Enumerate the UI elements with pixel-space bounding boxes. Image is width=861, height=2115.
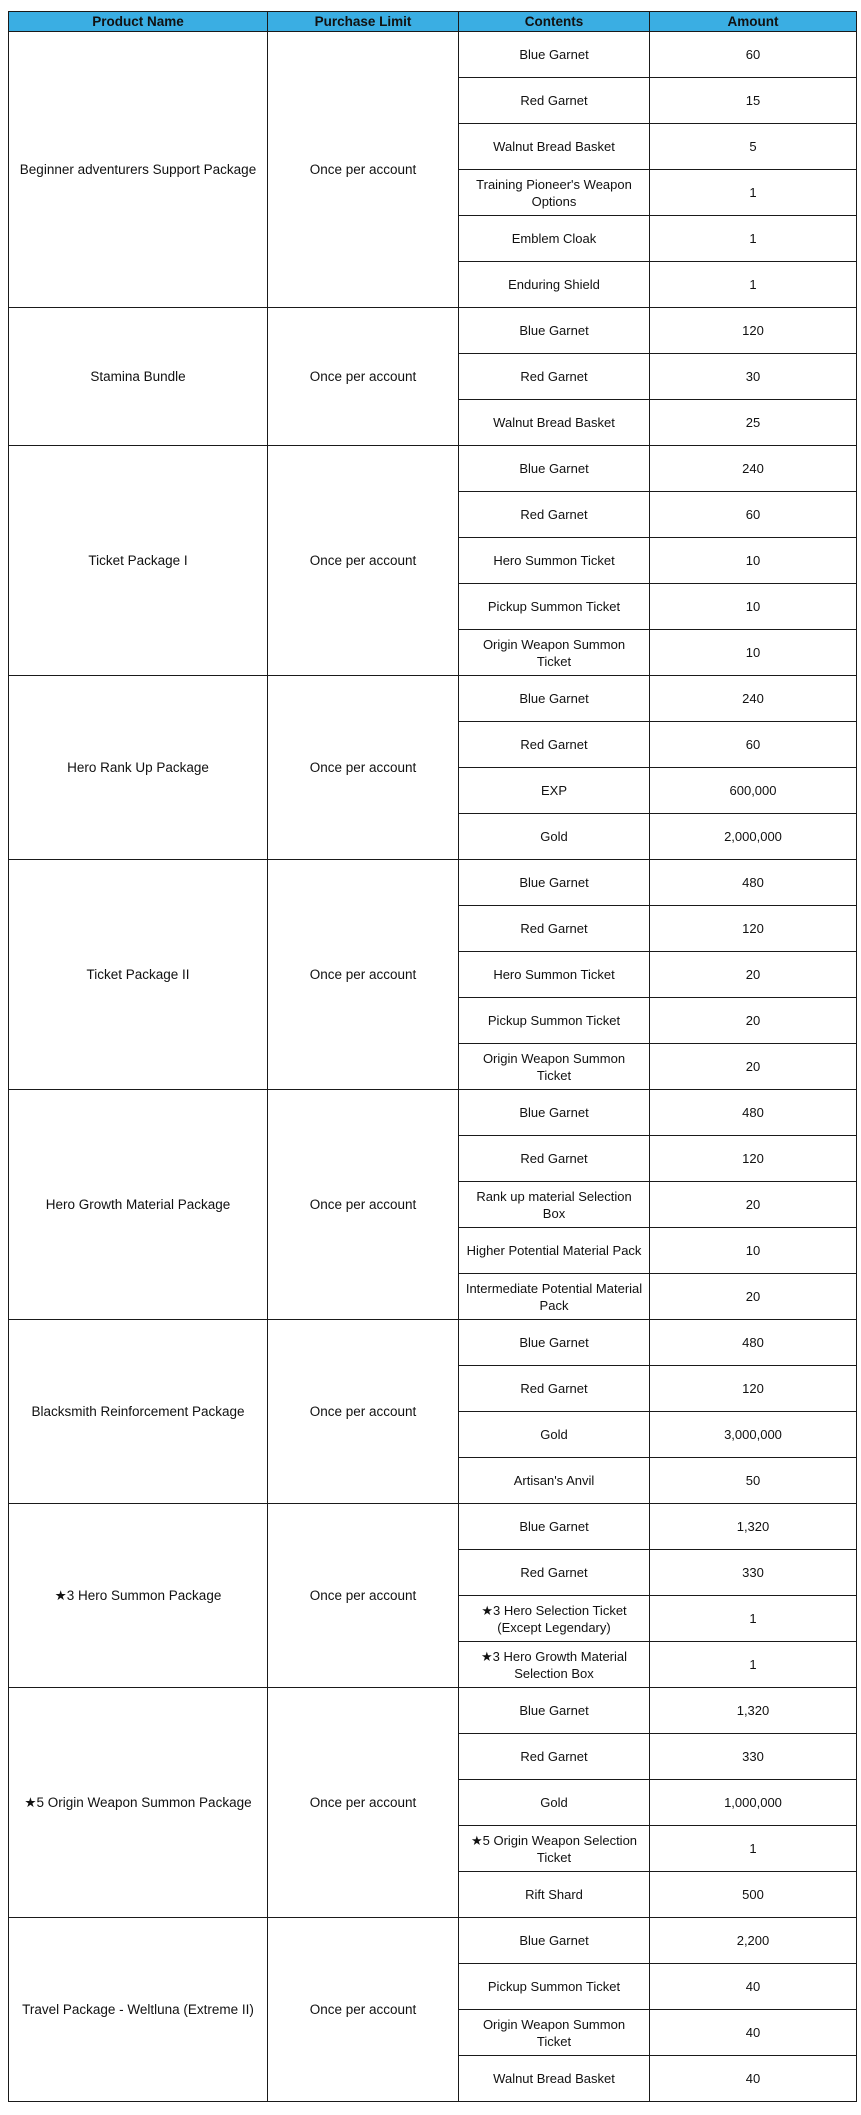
contents-cell: ★3 Hero Selection Ticket (Except Legendary) xyxy=(459,1596,650,1642)
contents-cell: Blue Garnet xyxy=(459,1090,650,1136)
product-name-cell: Hero Rank Up Package xyxy=(9,676,268,860)
amount-cell: 240 xyxy=(650,446,857,492)
contents-cell: ★3 Hero Growth Material Selection Box xyxy=(459,1642,650,1688)
product-name-cell: Blacksmith Reinforcement Package xyxy=(9,1320,268,1504)
table-row xyxy=(9,1504,857,1550)
amount-cell: 1 xyxy=(650,1826,857,1872)
table-body xyxy=(9,32,857,2102)
contents-cell: Gold xyxy=(459,1780,650,1826)
contents-cell: Gold xyxy=(459,814,650,860)
header-amount: Amount xyxy=(650,12,857,32)
amount-cell: 330 xyxy=(650,1734,857,1780)
purchase-limit-cell: Once per account xyxy=(268,308,459,446)
amount-cell: 240 xyxy=(650,676,857,722)
contents-cell: Red Garnet xyxy=(459,354,650,400)
amount-cell: 1 xyxy=(650,1642,857,1688)
table-row xyxy=(9,32,857,78)
table-row xyxy=(9,1688,857,1734)
product-name-cell: Hero Growth Material Package xyxy=(9,1090,268,1320)
product-name-cell: Beginner adventurers Support Package xyxy=(9,32,268,308)
amount-cell: 1,320 xyxy=(650,1504,857,1550)
product-name-cell: Ticket Package II xyxy=(9,860,268,1090)
amount-cell: 1,000,000 xyxy=(650,1780,857,1826)
contents-cell: Training Pioneer's Weapon Options xyxy=(459,170,650,216)
contents-cell: Red Garnet xyxy=(459,722,650,768)
contents-cell: ★5 Origin Weapon Selection Ticket xyxy=(459,1826,650,1872)
amount-cell: 120 xyxy=(650,906,857,952)
purchase-limit-cell: Once per account xyxy=(268,676,459,860)
contents-cell: Blue Garnet xyxy=(459,860,650,906)
contents-cell: Red Garnet xyxy=(459,1550,650,1596)
contents-cell: Red Garnet xyxy=(459,1136,650,1182)
amount-cell: 30 xyxy=(650,354,857,400)
contents-cell: Blue Garnet xyxy=(459,1320,650,1366)
amount-cell: 40 xyxy=(650,1964,857,2010)
amount-cell: 40 xyxy=(650,2056,857,2102)
contents-cell: Red Garnet xyxy=(459,1366,650,1412)
contents-cell: Blue Garnet xyxy=(459,308,650,354)
contents-cell: Origin Weapon Summon Ticket xyxy=(459,630,650,676)
contents-cell: Higher Potential Material Pack xyxy=(459,1228,650,1274)
contents-cell: Blue Garnet xyxy=(459,1918,650,1964)
contents-cell: Blue Garnet xyxy=(459,1688,650,1734)
amount-cell: 1 xyxy=(650,216,857,262)
header-row xyxy=(9,12,857,32)
contents-cell: Emblem Cloak xyxy=(459,216,650,262)
table-row xyxy=(9,676,857,722)
amount-cell: 20 xyxy=(650,998,857,1044)
amount-cell: 60 xyxy=(650,492,857,538)
purchase-limit-cell: Once per account xyxy=(268,860,459,1090)
amount-cell: 25 xyxy=(650,400,857,446)
contents-cell: Blue Garnet xyxy=(459,446,650,492)
amount-cell: 10 xyxy=(650,584,857,630)
product-name-cell: ★5 Origin Weapon Summon Package xyxy=(9,1688,268,1918)
package-table xyxy=(8,11,857,2102)
table-row xyxy=(9,446,857,492)
purchase-limit-cell: Once per account xyxy=(268,1688,459,1918)
table-row xyxy=(9,1918,857,1964)
contents-cell: Walnut Bread Basket xyxy=(459,2056,650,2102)
amount-cell: 20 xyxy=(650,1182,857,1228)
contents-cell: Rift Shard xyxy=(459,1872,650,1918)
contents-cell: Pickup Summon Ticket xyxy=(459,998,650,1044)
product-name-cell: ★3 Hero Summon Package xyxy=(9,1504,268,1688)
contents-cell: Walnut Bread Basket xyxy=(459,124,650,170)
amount-cell: 2,200 xyxy=(650,1918,857,1964)
contents-cell: Hero Summon Ticket xyxy=(459,538,650,584)
contents-cell: Artisan's Anvil xyxy=(459,1458,650,1504)
amount-cell: 500 xyxy=(650,1872,857,1918)
table-row xyxy=(9,860,857,906)
amount-cell: 330 xyxy=(650,1550,857,1596)
amount-cell: 60 xyxy=(650,32,857,78)
amount-cell: 1 xyxy=(650,262,857,308)
purchase-limit-cell: Once per account xyxy=(268,446,459,676)
contents-cell: Origin Weapon Summon Ticket xyxy=(459,2010,650,2056)
amount-cell: 120 xyxy=(650,1366,857,1412)
amount-cell: 3,000,000 xyxy=(650,1412,857,1458)
amount-cell: 480 xyxy=(650,860,857,906)
contents-cell: Pickup Summon Ticket xyxy=(459,584,650,630)
contents-cell: Rank up material Selection Box xyxy=(459,1182,650,1228)
purchase-limit-cell: Once per account xyxy=(268,1090,459,1320)
header-purchase-limit: Purchase Limit xyxy=(268,12,459,32)
amount-cell: 20 xyxy=(650,1274,857,1320)
product-name-cell: Stamina Bundle xyxy=(9,308,268,446)
amount-cell: 1,320 xyxy=(650,1688,857,1734)
contents-cell: Enduring Shield xyxy=(459,262,650,308)
contents-cell: Blue Garnet xyxy=(459,1504,650,1550)
table-row xyxy=(9,1090,857,1136)
header-product-name: Product Name xyxy=(9,12,268,32)
amount-cell: 120 xyxy=(650,308,857,354)
amount-cell: 1 xyxy=(650,1596,857,1642)
amount-cell: 20 xyxy=(650,1044,857,1090)
contents-cell: Red Garnet xyxy=(459,78,650,124)
contents-cell: Red Garnet xyxy=(459,1734,650,1780)
table-row xyxy=(9,1320,857,1366)
contents-cell: Red Garnet xyxy=(459,492,650,538)
amount-cell: 40 xyxy=(650,2010,857,2056)
product-name-cell: Ticket Package I xyxy=(9,446,268,676)
contents-cell: Intermediate Potential Material Pack xyxy=(459,1274,650,1320)
amount-cell: 480 xyxy=(650,1090,857,1136)
amount-cell: 1 xyxy=(650,170,857,216)
amount-cell: 5 xyxy=(650,124,857,170)
table-row xyxy=(9,308,857,354)
amount-cell: 15 xyxy=(650,78,857,124)
amount-cell: 60 xyxy=(650,722,857,768)
purchase-limit-cell: Once per account xyxy=(268,1320,459,1504)
amount-cell: 20 xyxy=(650,952,857,998)
amount-cell: 50 xyxy=(650,1458,857,1504)
purchase-limit-cell: Once per account xyxy=(268,1504,459,1688)
contents-cell: Origin Weapon Summon Ticket xyxy=(459,1044,650,1090)
purchase-limit-cell: Once per account xyxy=(268,32,459,308)
amount-cell: 600,000 xyxy=(650,768,857,814)
amount-cell: 10 xyxy=(650,630,857,676)
amount-cell: 120 xyxy=(650,1136,857,1182)
amount-cell: 10 xyxy=(650,1228,857,1274)
amount-cell: 480 xyxy=(650,1320,857,1366)
amount-cell: 10 xyxy=(650,538,857,584)
contents-cell: Pickup Summon Ticket xyxy=(459,1964,650,2010)
contents-cell: EXP xyxy=(459,768,650,814)
product-name-cell: Travel Package - Weltluna (Extreme II) xyxy=(9,1918,268,2102)
contents-cell: Hero Summon Ticket xyxy=(459,952,650,998)
contents-cell: Blue Garnet xyxy=(459,32,650,78)
purchase-limit-cell: Once per account xyxy=(268,1918,459,2102)
contents-cell: Blue Garnet xyxy=(459,676,650,722)
contents-cell: Walnut Bread Basket xyxy=(459,400,650,446)
amount-cell: 2,000,000 xyxy=(650,814,857,860)
contents-cell: Gold xyxy=(459,1412,650,1458)
header-contents: Contents xyxy=(459,12,650,32)
contents-cell: Red Garnet xyxy=(459,906,650,952)
